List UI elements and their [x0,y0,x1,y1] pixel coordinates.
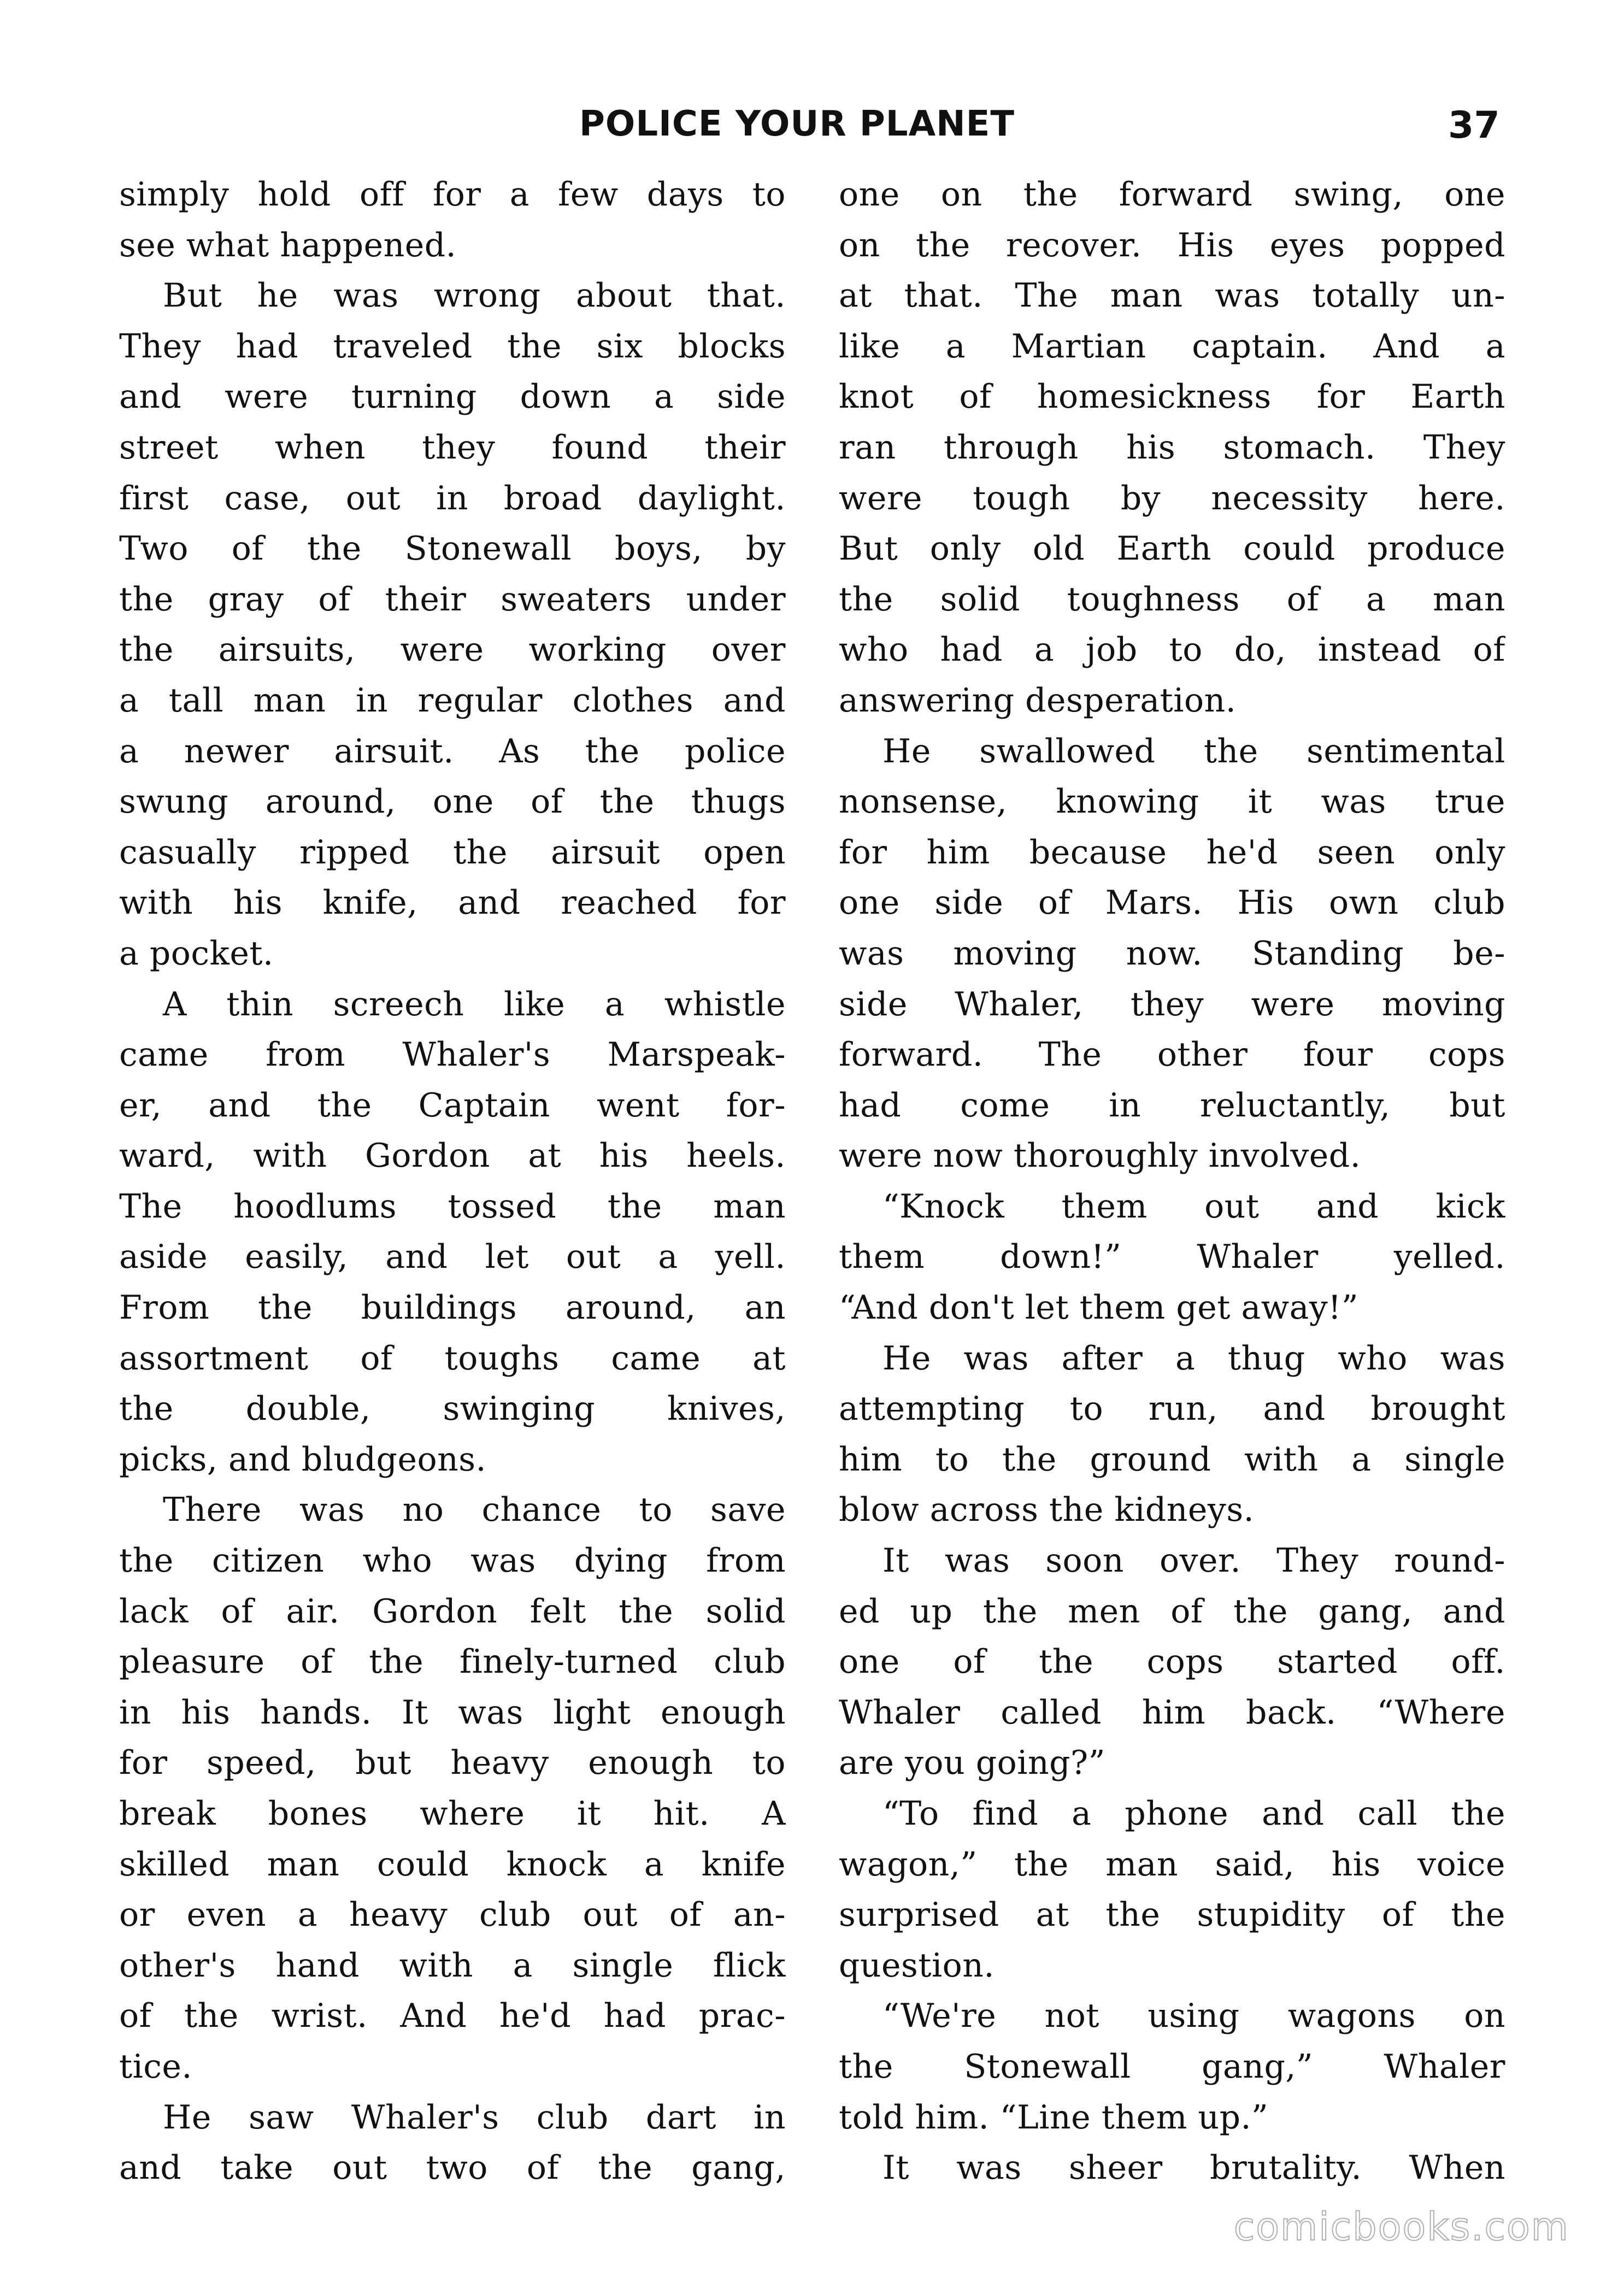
text-line: one of the cops started off. [839,1643,1505,1681]
text-line: them down!” Whaler yelled. [839,1238,1505,1277]
text-line: forward. The other four cops [839,1036,1505,1074]
text-line: But he was wrong about that. [163,277,786,315]
text-line: swung around, one of the thugs [119,783,786,821]
text-line: the citizen who was dying from [119,1542,786,1580]
text-line: ward, with Gordon at his heels. [119,1137,786,1175]
text-line: a newer airsuit. As the police [119,732,786,771]
text-line: ran through his stomach. They [839,428,1505,467]
text-line: on the recover. His eyes popped [839,226,1505,264]
text-line: had come in reluctantly, but [839,1086,1505,1125]
text-line: one side of Mars. His own club [839,884,1505,922]
text-line: are you going?” [839,1744,1105,1783]
left-text-column [119,169,786,2193]
text-line: the Stonewall gang,” Whaler [839,2047,1505,2086]
text-line: break bones where it hit. A [119,1795,786,1833]
text-line: “We're not using wagons on [882,1997,1505,2036]
text-line: for speed, but heavy enough to [119,1744,786,1783]
running-title: POLICE YOUR PLANET [579,104,1015,144]
text-line: or even a heavy club out of an- [119,1896,786,1934]
text-line: aside easily, and let out a yell. [119,1238,786,1277]
text-line: him to the ground with a single [839,1440,1505,1479]
text-line: the double, swinging knives, [119,1390,786,1428]
text-line: A thin screech like a whistle [163,985,786,1024]
text-line: was moving now. Standing be- [839,934,1505,973]
text-line: attempting to run, and brought [839,1390,1505,1428]
text-line: simply hold off for a few days to [119,175,786,214]
text-line: for him because he'd seen only [839,833,1505,872]
text-line: question. [839,1946,995,1985]
text-line: answering desperation. [839,681,1237,720]
text-line: the solid toughness of a man [839,580,1505,619]
text-line: tice. [119,2047,192,2086]
text-line: Two of the Stonewall boys, by [119,530,786,568]
text-line: were now thoroughly involved. [839,1137,1361,1175]
text-line: “And don't let them get away!” [839,1289,1359,1327]
text-line: ed up the men of the gang, and [839,1592,1505,1631]
text-line: From the buildings around, an [119,1289,786,1327]
text-line: skilled man could knock a knife [119,1845,786,1884]
text-line: He swallowed the sentimental [882,732,1505,771]
text-line: wagon,” the man said, his voice [839,1845,1505,1884]
page-header [0,104,1624,153]
text-line: But only old Earth could produce [839,530,1505,568]
text-line: at that. The man was totally un- [839,277,1505,315]
text-line: nonsense, knowing it was true [839,783,1505,821]
text-line: street when they found their [119,428,786,467]
text-line: were tough by necessity here. [839,479,1505,517]
text-line: “Knock them out and kick [882,1187,1505,1226]
text-line: of the wrist. And he'd had prac- [119,1997,786,2036]
text-line: It was sheer brutality. When [882,2149,1505,2187]
text-line: pleasure of the finely-turned club [119,1643,786,1681]
text-line: in his hands. It was light enough [119,1693,786,1732]
text-line: the airsuits, were working over [119,631,786,669]
text-line: lack of air. Gordon felt the solid [119,1592,786,1631]
text-line: casually ripped the airsuit open [119,833,786,872]
text-line: the gray of their sweaters under [119,580,786,619]
text-line: a tall man in regular clothes and [119,681,786,720]
text-line: He saw Whaler's club dart in [163,2098,786,2137]
text-line: er, and the Captain went for- [119,1086,786,1125]
text-line: one on the forward swing, one [839,175,1505,214]
text-line: “To find a phone and call the [882,1795,1505,1833]
text-line: knot of homesickness for Earth [839,378,1505,416]
text-line: with his knife, and reached for [119,884,786,922]
text-line: It was soon over. They round- [882,1542,1505,1580]
text-line: blow across the kidneys. [839,1491,1255,1530]
text-line: side Whaler, they were moving [839,985,1505,1024]
text-line: came from Whaler's Marspeak- [119,1036,786,1074]
text-line: and were turning down a side [119,378,786,416]
text-line: first case, out in broad daylight. [119,479,786,517]
text-line: He was after a thug who was [882,1339,1505,1378]
text-line: a pocket. [119,934,274,973]
text-line: The hoodlums tossed the man [119,1187,786,1226]
text-line: like a Martian captain. And a [839,327,1505,366]
page-number: 37 [1448,104,1500,147]
text-line: who had a job to do, instead of [839,631,1505,669]
text-line: other's hand with a single flick [119,1946,786,1985]
text-line: surprised at the stupidity of the [839,1896,1505,1934]
text-line: and take out two of the gang, [119,2149,786,2187]
right-text-column [839,169,1505,2193]
text-line: Whaler called him back. “Where [839,1693,1505,1732]
text-line: There was no chance to save [163,1491,786,1530]
text-line: told him. “Line them up.” [839,2098,1269,2137]
text-line: They had traveled the six blocks [119,327,786,366]
text-line: picks, and bludgeons. [119,1440,487,1479]
text-line: assortment of toughs came at [119,1339,786,1378]
watermark: comicbooks.com [1233,2204,1569,2249]
text-line: see what happened. [119,226,457,264]
